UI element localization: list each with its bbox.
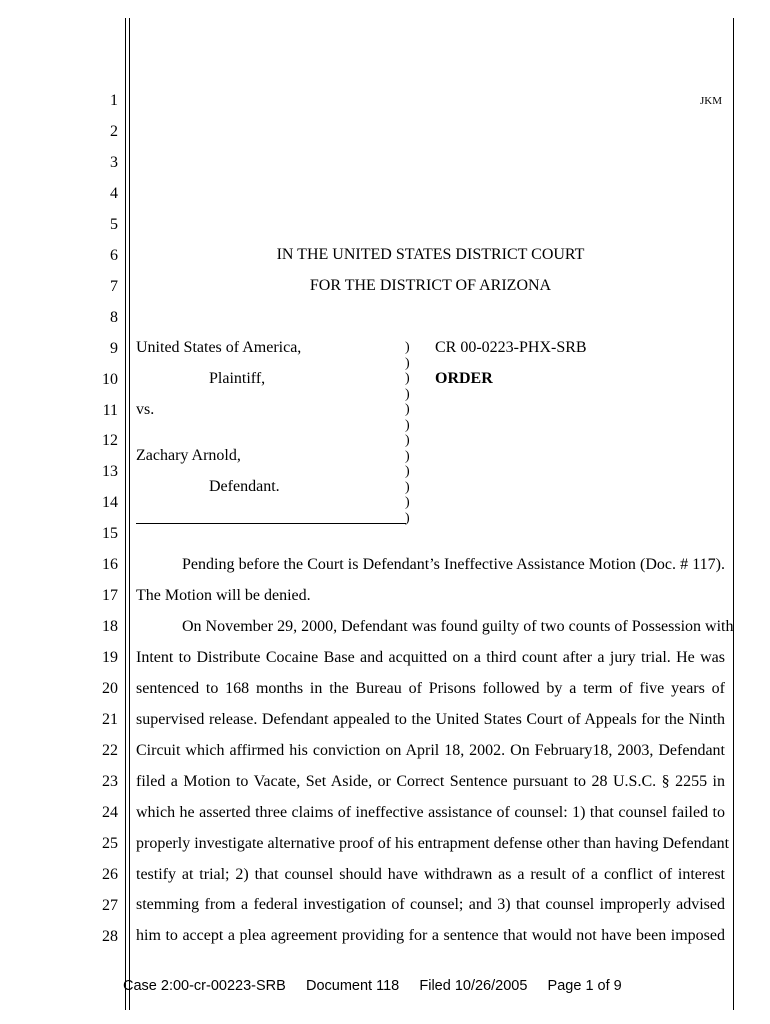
body-line: The Motion will be denied.	[136, 586, 311, 604]
left-margin-rule-outer	[125, 18, 126, 1010]
caption-paren: )	[405, 417, 410, 433]
plaintiff-name: United States of America,	[136, 339, 302, 356]
left-margin-rule-inner	[129, 18, 130, 1010]
line-number: 15	[102, 525, 118, 543]
line-number: 17	[102, 587, 118, 605]
line-number: 8	[110, 308, 118, 326]
body-line: testify at trial; 2) that counsel should have withdrawn as a result of a conflict of interest	[136, 865, 725, 883]
footer-document: Document 118	[305, 978, 400, 994]
line-number: 28	[102, 927, 118, 945]
line-number: 19	[102, 649, 118, 667]
caption-paren: )	[405, 433, 410, 448]
line-number: 2	[110, 122, 118, 140]
plaintiff-role: Plaintiff,	[209, 370, 266, 387]
line-number: 11	[102, 401, 118, 419]
case-number: CR 00-0223-PHX-SRB	[435, 339, 587, 356]
body-line: On November 29, 2000, Defendant was found guilty of two counts of Possession with	[182, 617, 734, 635]
defendant-role: Defendant.	[209, 478, 280, 495]
line-number: 26	[102, 865, 118, 883]
caption-paren: )	[405, 386, 410, 402]
caption-paren: )	[405, 340, 410, 355]
caption-paren: )	[405, 510, 410, 526]
line-number: 18	[102, 618, 118, 636]
body-line: Circuit which affirmed his conviction on April 18, 2002. On February18, 2003, Defendant	[136, 741, 725, 759]
header-initials: JKM	[700, 95, 723, 107]
line-number: 13	[102, 463, 118, 481]
caption-underline	[136, 523, 406, 524]
line-number: 12	[102, 432, 118, 450]
line-number: 4	[110, 184, 118, 202]
body-line: him to accept a plea agreement providing for a sentence that would not have been imposed	[136, 927, 725, 945]
versus: vs.	[136, 401, 155, 418]
body-line: Intent to Distribute Cocaine Base and acquitted on a third count after a jury trial. He was	[136, 648, 725, 666]
body-line: sentenced to 168 months in the Bureau of Prisons followed by a term of five years of	[136, 679, 725, 697]
court-title: IN THE UNITED STATES DISTRICT COURT	[276, 246, 585, 263]
body-line: supervised release. Defendant appealed to the United States Court of Appeals for the Ninth	[136, 710, 725, 728]
caption-paren: )	[405, 402, 410, 417]
line-number: 21	[102, 711, 118, 728]
caption-paren: )	[405, 355, 410, 371]
caption-paren: )	[405, 479, 410, 495]
line-number: 10	[102, 370, 118, 388]
footer-filed: Filed 10/26/2005	[419, 978, 528, 994]
line-number: 20	[102, 680, 118, 698]
caption-paren: )	[405, 448, 410, 464]
line-number: 27	[102, 896, 118, 914]
body-line: properly investigate alternative proof of his entrapment defense other than having Defendant	[136, 834, 730, 852]
right-margin-rule	[733, 18, 734, 1010]
line-number: 1	[110, 92, 118, 109]
line-number: 7	[110, 277, 118, 295]
body-line: which he asserted three claims of ineffective assistance of counsel: 1) that counsel failed to	[136, 803, 725, 821]
line-number: 24	[102, 803, 118, 821]
line-number: 23	[102, 772, 118, 790]
line-number: 25	[102, 834, 118, 852]
line-number: 9	[110, 339, 118, 357]
caption-paren: )	[405, 495, 410, 510]
line-number: 6	[110, 246, 118, 264]
page-footer	[123, 978, 622, 994]
defendant-name: Zachary Arnold,	[136, 447, 241, 464]
body-line: filed a Motion to Vacate, Set Aside, or Correct Sentence pursuant to 28 U.S.C. § 2255 in	[136, 772, 725, 790]
document-title: ORDER	[435, 370, 493, 387]
line-number: 5	[110, 215, 118, 233]
footer-page: Page 1 of 9	[547, 978, 622, 994]
caption-paren: )	[405, 371, 410, 386]
footer-case: Case 2:00-cr-00223-SRB	[123, 978, 286, 994]
body-line: Pending before the Court is Defendant’s Ineffective Assistance Motion (Doc. # 117).	[182, 556, 725, 573]
line-number: 16	[102, 556, 118, 574]
line-number: 22	[102, 741, 118, 759]
caption-paren: )	[405, 464, 410, 479]
court-district: FOR THE DISTRICT OF ARIZONA	[309, 277, 552, 294]
body-line: stemming from a federal investigation of counsel; and 3) that counsel improperly advised	[136, 896, 725, 914]
line-number: 14	[102, 494, 118, 512]
line-number: 3	[110, 153, 118, 171]
